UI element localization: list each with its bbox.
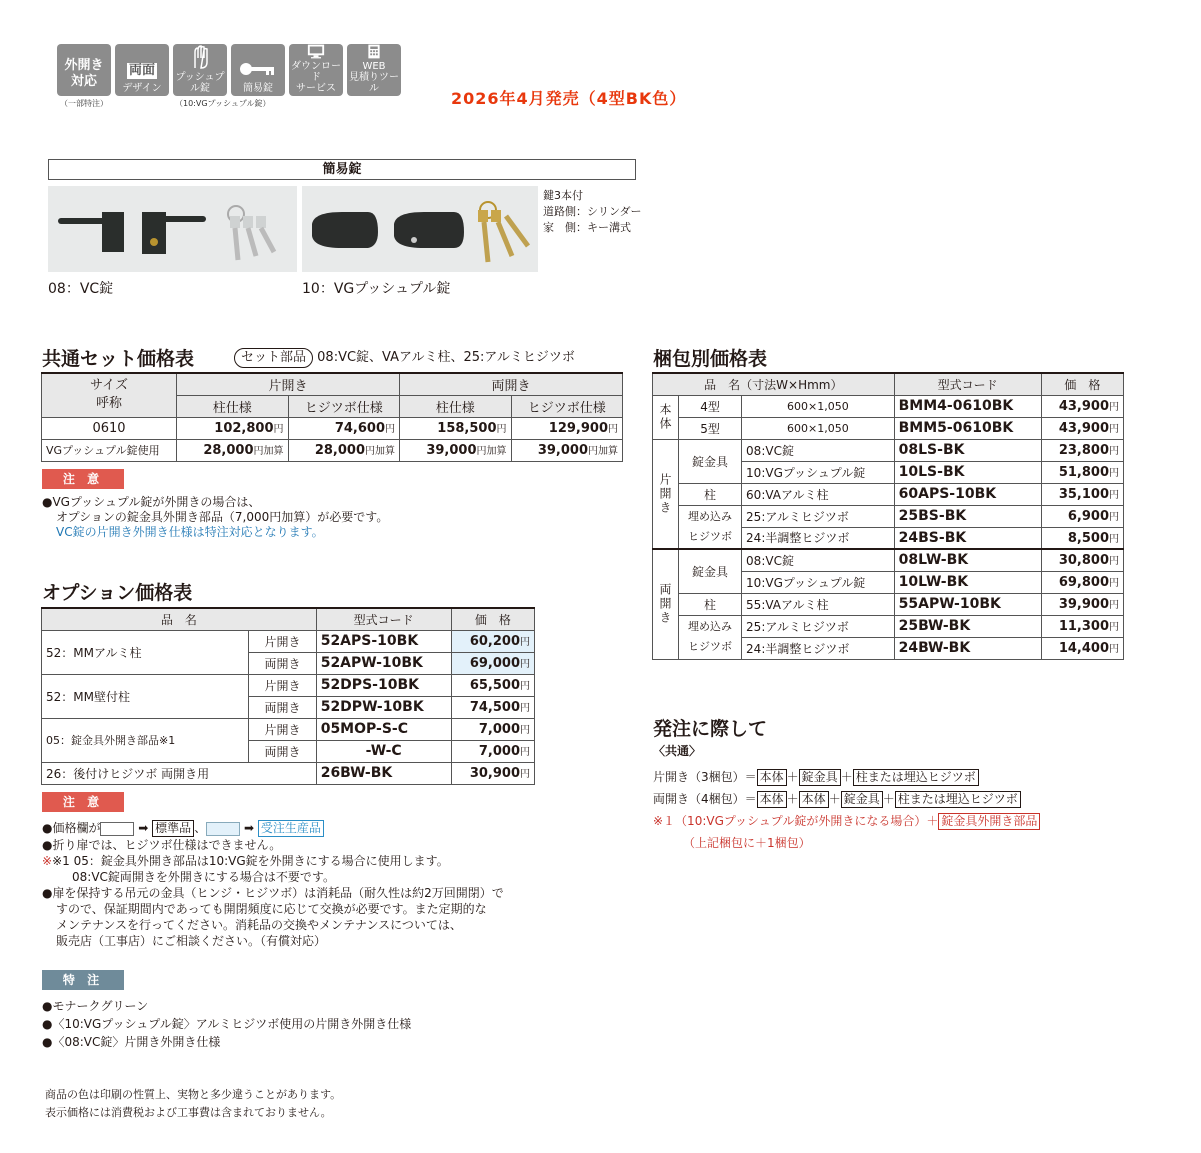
- caution2-text: ●価格欄が ➡ 標準品 、 ➡ 受注生産品 ●折り扉では、ヒジツボ仕様はできません。 ※※1 05：錠金具外開き部品は10:VG錠を外開きにする場合に使用します。 08:VC錠両開きを外開きにする場合は不要です。 ●扉を保持する吊元の金具（ヒンジ・ヒジツボ）は消耗品（耐久性は約2万回開閉）で すので、保証期間内であっても開閉頻度に応じて交換が必要です。また定期的な メンテナンスを行ってください。消耗品の交換やメンテナンスについては、 販売店（工事店）にご相談ください。（有償対応）: [42, 821, 504, 948]
- simple-lock-icon: 簡易錠: [231, 44, 285, 96]
- caption-vg-lock: 10：VGプッシュプル錠: [302, 281, 451, 297]
- package-price-table: 品 名（寸法W×Hmm） 型式コード 価 格 本体 4型 600×1,050 BMM4-0610BK 43,900円 5型 600×1,050 BMM5-0610BK 43,900円 片開き 錠金具 08:VC錠 08LS-BK 23,800円 10:VGプッシュプル錠 10LS-BK 51,800円 柱 60:VAアルミ柱 60APS-10BK 35,100円 埋め込み ヒジツボ 25:アルミヒジツボ 25BS-BK 6,900円 24:半調整ヒジツボ 24BS-BK 8,500円 両開き 錠金具 08:VC錠 08LW-BK 30,800円 10:VGプッシュプル錠 10LW-BK 69,800円 柱 55:VAアルミ柱 55APW-10BK 39,900円 埋め込み ヒジツボ 25:アルミヒジツボ 25BW-BK 11,300円 24:半調整ヒジツボ 24BW-BK 14,400円: [652, 372, 1124, 660]
- icon-note-outward: （一部特注）: [60, 99, 108, 108]
- order-common: 〈共通〉: [653, 744, 702, 758]
- caption-vc-lock: 08：VC錠: [48, 281, 114, 297]
- vg-pushpull-lock-photo: [302, 186, 538, 272]
- option-price-title: オプション価格表: [42, 582, 193, 604]
- common-price-title: 共通セット価格表: [42, 348, 195, 370]
- release-notice: 2026年4月発売（4型BK色）: [451, 89, 687, 108]
- caution-badge-1: 注 意: [42, 469, 124, 489]
- double-face-design-icon: 両面 デザイン: [115, 44, 169, 96]
- icon-note-pushpull: （10:VGプッシュプル錠）: [175, 99, 271, 108]
- caution1-text: ●VGプッシュプル錠が外開きの場合は、 オプションの錠金具外開き部品（7,000円加算）が必要です。 VC錠の片開き外開き仕様は特注対応となります。: [42, 495, 389, 539]
- web-estimate-tool-icon: WEB 見積りツール: [347, 44, 401, 96]
- key-note: 鍵3本付 道路側：シリンダー 家 側：キー溝式: [543, 189, 642, 234]
- package-price-title: 梱包別価格表: [653, 348, 768, 370]
- caution-badge-2: 注 意: [42, 792, 124, 812]
- order-formulas: 片開き（3梱包）＝ 本体 ＋ 錠金具 ＋ 柱または埋込ヒジツボ 両開き（4梱包）＝ 本体 ＋ 本体 ＋ 錠金具 ＋ 柱または埋込ヒジツボ ※１（10:VGプッシュプル錠が外開きになる場合）＋ 錠金具外開き部品 （上記梱包に＋1梱包）: [653, 766, 1040, 854]
- set-parts: セット部品 08:VC錠、VAアルミ柱、25:アルミヒジツボ: [234, 346, 575, 368]
- lock-section-header: 簡易錠: [48, 159, 636, 180]
- common-price-table: サイズ 呼称 片開き 両開き 柱仕様 ヒジツボ仕様 柱仕様 ヒジツボ仕様 0610 102,800円 74,600円 158,500円 129,900円 VGプッシュプル錠使用 28,000円加算 28,000円加算 39,000円加算 39,000円加算: [41, 372, 623, 462]
- order-title: 発注に際して: [653, 718, 768, 740]
- download-service-icon: ダウンロード サービス: [289, 44, 343, 96]
- special-order-text: ●モナークグリーン ●〈10:VGプッシュプル錠〉アルミヒジツボ使用の片開き外開き仕様 ●〈08:VC錠〉片開き外開き仕様: [42, 999, 412, 1049]
- push-pull-lock-icon: プッシュプル錠: [173, 44, 227, 96]
- footer-notes: 商品の色は印刷の性質上、実物と多少違うことがあります。 表示価格には消費税および工事費は含まれておりません。: [45, 1088, 342, 1119]
- option-price-table: 品 名 型式コード 価 格 52：MMアルミ柱 片開き 52APS-10BK 60,200円 両開き 52APW-10BK 69,000円 52：MM壁付柱 片開き 52DPS-10BK 65,500円 両開き 52DPW-10BK 74,500円 05：錠金具外開き部品※1 片開き 05MOP-S-C 7,000円 両開き -W-C 7,000円 26：後付けヒジツボ 両開き用 26BW-BK 30,900円: [41, 607, 535, 785]
- vc-lock-photo: [48, 186, 297, 272]
- outward-open-icon: 外開き 対応: [57, 44, 111, 96]
- special-order-badge: 特 注: [42, 970, 124, 990]
